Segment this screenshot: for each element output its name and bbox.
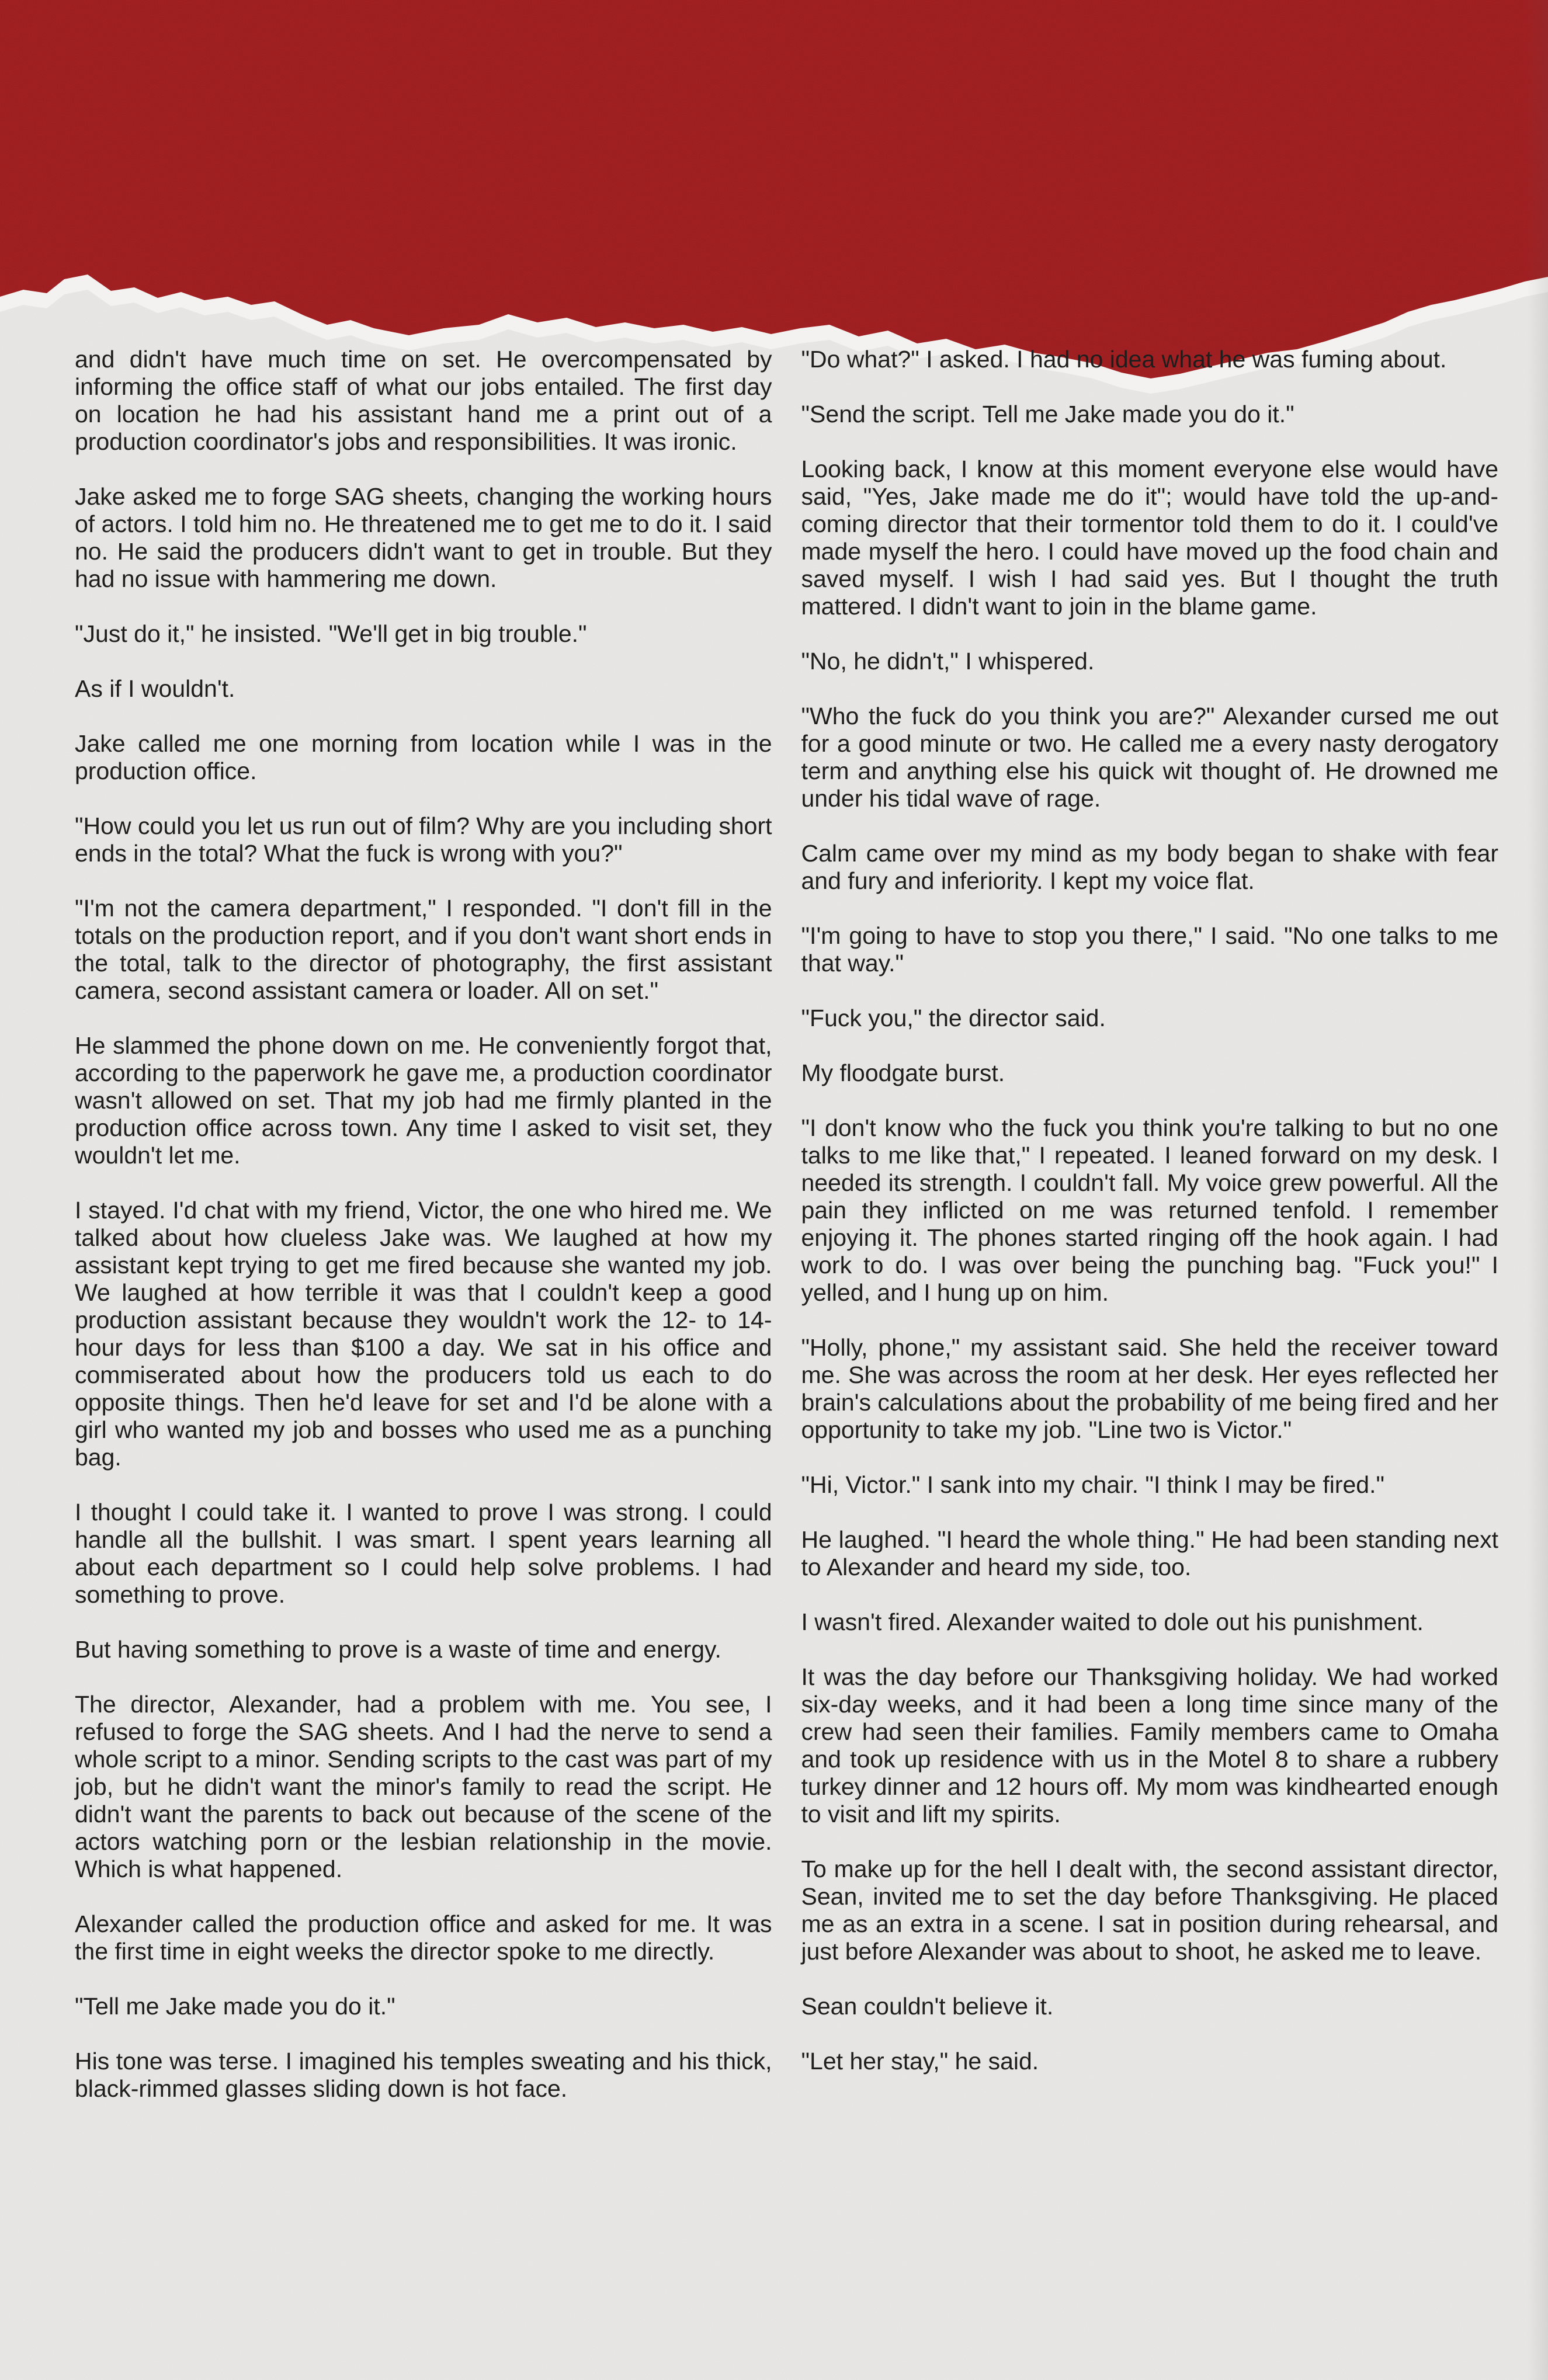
paragraph: He laughed. "I heard the whole thing." He had been standing next to Alexander and heard my side, too. <box>801 1526 1498 1580</box>
column-right <box>801 346 1499 2103</box>
paragraph: But having something to prove is a waste of time and energy. <box>75 1636 721 1663</box>
paragraph: It was the day before our Thanksgiving holiday. We had worked six-day weeks, and it had been a long time since many of the crew had seen their families. Family members came to Omaha and took up residence with us in the Motel 8 to share a rubbery turkey dinner and 12 hours off. My mom was kindhearted enough to visit and lift my spirits. <box>801 1663 1498 1827</box>
paragraph: "Fuck you," the director said. <box>801 1005 1106 1031</box>
paragraph: "Hi, Victor." I sank into my chair. "I think I may be fired." <box>801 1471 1385 1498</box>
paragraph: I stayed. I'd chat with my friend, Victor, the one who hired me. We talked about how clueless Jake was. We laughed at how my assistant kept trying to get me fired because she wanted my job. We laughed at how terrible it was that I couldn't keep a good production assistant because they wouldn't work the 12- to 14-hour days for less than $100 a day. We sat in his office and commiserated about how the producers told us each to do opposite things. Then he'd leave for set and I'd be alone with a girl who wanted my job and bosses who used me as a punching bag. <box>75 1197 772 1471</box>
paragraph: Sean couldn't believe it. <box>801 1993 1054 2020</box>
paragraph: His tone was terse. I imagined his temples sweating and his thick, black-rimmed glasses sliding down is hot face. <box>75 2048 772 2102</box>
paragraph: He slammed the phone down on me. He conveniently forgot that, according to the paperwork he gave me, a production coordinator wasn't allowed on set. That my job had me firmly planted in the production office across town. Any time I asked to visit set, they wouldn't let me. <box>75 1032 772 1169</box>
paragraph: Jake asked me to forge SAG sheets, changing the working hours of actors. I told him no. He threatened me to get me to do it. I said no. He said the producers didn't want to get in trouble. But they had no issue with hammering me down. <box>75 483 772 592</box>
paragraph: "Holly, phone," my assistant said. She held the receiver toward me. She was across the room at her desk. Her eyes reflected her brain's calculations about the probability of me being fired and her opportunity to take my job. "Line two is Victor." <box>801 1334 1498 1443</box>
paragraph: and didn't have much time on set. He overcompensated by informing the office staff of what our jobs entailed. The first day on location he had his assistant hand me a print out of a production coordinator's jobs and responsibilities. It was ironic. <box>75 346 772 455</box>
paragraph: Calm came over my mind as my body began to shake with fear and fury and inferiority. I kept my voice flat. <box>801 840 1498 894</box>
paragraph: "Just do it," he insisted. "We'll get in big trouble." <box>75 620 587 647</box>
paragraph: To make up for the hell I dealt with, the second assistant director, Sean, invited me to set the day before Thanksgiving. He placed me as an extra in a scene. I sat in position during rehearsal, and just before Alexander was about to shoot, he asked me to leave. <box>801 1856 1498 1965</box>
paragraph: I thought I could take it. I wanted to prove I was strong. I could handle all the bullshit. I was smart. I spent years learning all about each department so I could help solve problems. I had something to prove. <box>75 1499 772 1608</box>
paragraph: The director, Alexander, had a problem with me. You see, I refused to forge the SAG sheets. And I had the nerve to send a whole script to a minor. Sending scripts to the cast was part of my job, but he didn't want the minor's family to read the script. He didn't want the parents to back out because of the scene of the actors watching porn or the lesbian relationship in the movie. Which is what happened. <box>75 1691 772 1882</box>
paragraph: Alexander called the production office and asked for me. It was the first time in eight weeks the director spoke to me directly. <box>75 1910 772 1965</box>
paragraph: "No, he didn't," I whispered. <box>801 648 1095 675</box>
paragraph: As if I wouldn't. <box>75 675 235 702</box>
paragraph: "Do what?" I asked. I had no idea what he was fuming about. <box>801 346 1447 373</box>
paragraph: "How could you let us run out of film? Why are you including short ends in the total? What the fuck is wrong with you?" <box>75 812 772 867</box>
paragraph: "Let her stay," he said. <box>801 2048 1039 2075</box>
paragraph: "Tell me Jake made you do it." <box>75 1993 395 2020</box>
paragraph: "I'm not the camera department," I responded. "I don't fill in the totals on the production report, and if you don't want short ends in the total, talk to the director of photography, the first assistant camera, second assistant camera or loader. All on set." <box>75 895 772 1004</box>
paragraph: Looking back, I know at this moment everyone else would have said, "Yes, Jake made me do it"; would have told the up-and-coming director that their tormentor told them to do it. I could've made myself the hero. I could have moved up the food chain and saved myself. I wish I had said yes. But I thought the truth mattered. I didn't want to join in the blame game. <box>801 456 1498 620</box>
paragraph: "Who the fuck do you think you are?" Alexander cursed me out for a good minute or two. He called me a every nasty derogatory term and anything else his quick wit thought of. He drowned me under his tidal wave of rage. <box>801 703 1498 812</box>
red-banner-shape <box>0 0 1548 378</box>
paragraph: "I'm going to have to stop you there," I said. "No one talks to me that way." <box>801 922 1498 977</box>
paragraph: "Send the script. Tell me Jake made you do it." <box>801 401 1294 428</box>
paragraph: "I don't know who the fuck you think you're talking to but no one talks to me like that," I repeated. I leaned forward on my desk. I needed its strength. I couldn't fall. My voice grew powerful. All the pain they inflicted on me was returned tenfold. I remember enjoying it. The phones started ringing off the hook again. I had work to do. I was over being the punching bag. "Fuck you!" I yelled, and I hung up on him. <box>801 1114 1498 1306</box>
two-column-text <box>75 346 1498 2103</box>
paragraph: Jake called me one morning from location while I was in the production office. <box>75 730 772 784</box>
paragraph: My floodgate burst. <box>801 1059 1005 1086</box>
column-left <box>75 346 772 2103</box>
paragraph: I wasn't fired. Alexander waited to dole out his punishment. <box>801 1608 1424 1635</box>
